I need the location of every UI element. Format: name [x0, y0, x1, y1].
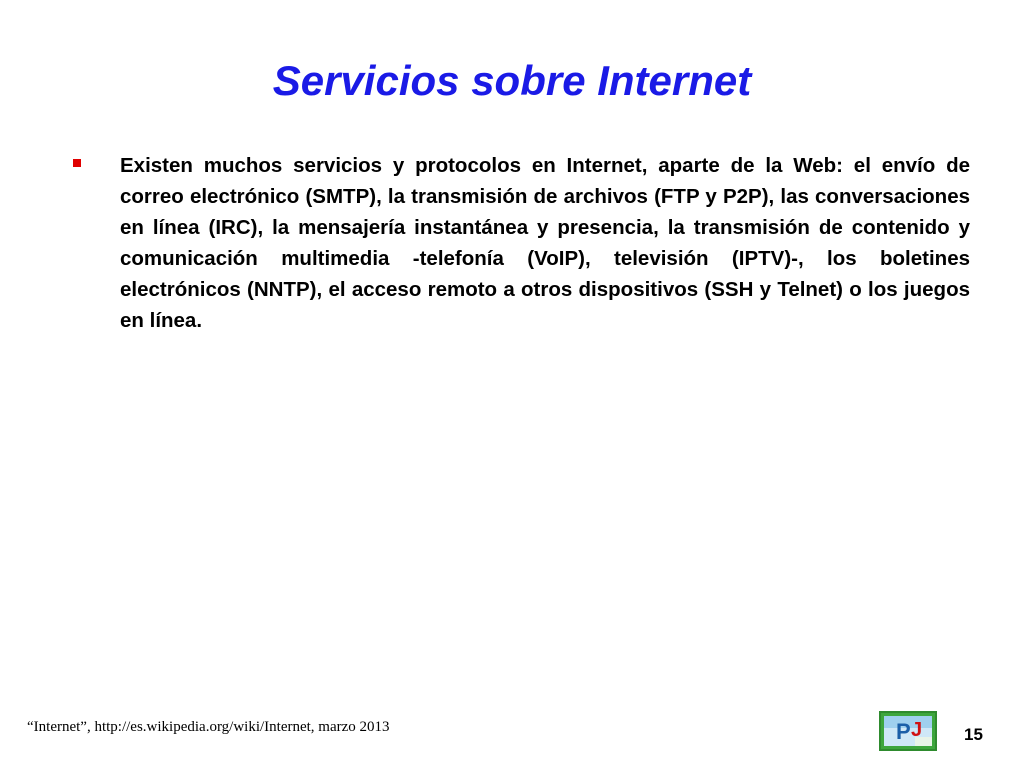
page-number: 15 [964, 725, 983, 744]
svg-text:J: J [911, 719, 923, 741]
slide-title: Servicios sobre Internet [272, 57, 752, 104]
source-citation: “Internet”, http://es.wikipedia.org/wiki/Internet, marzo 2013 [27, 719, 390, 735]
institution-logo-icon [879, 711, 937, 751]
square-bullet-icon [73, 159, 81, 167]
bullet-text: Existen muchos servicios y protocolos en Internet, aparte de la Web: el envío de correo electrónico (SMTP), la transmisión de archivos (FTP y P2P), las conversaciones en línea (IRC), la mensajería instantánea y presencia, la transmisión de contenido y comunicación multimedia -telefonía (VoIP), televisión (IPTV)-, los boletines electrónicos (NNTP), el acceso remoto a otros dispositivos (SSH y Telnet) o los juegos en línea. [120, 154, 970, 332]
bullet-list [70, 150, 970, 336]
svg-text:P: P [896, 719, 911, 744]
bullet-item [70, 150, 970, 336]
